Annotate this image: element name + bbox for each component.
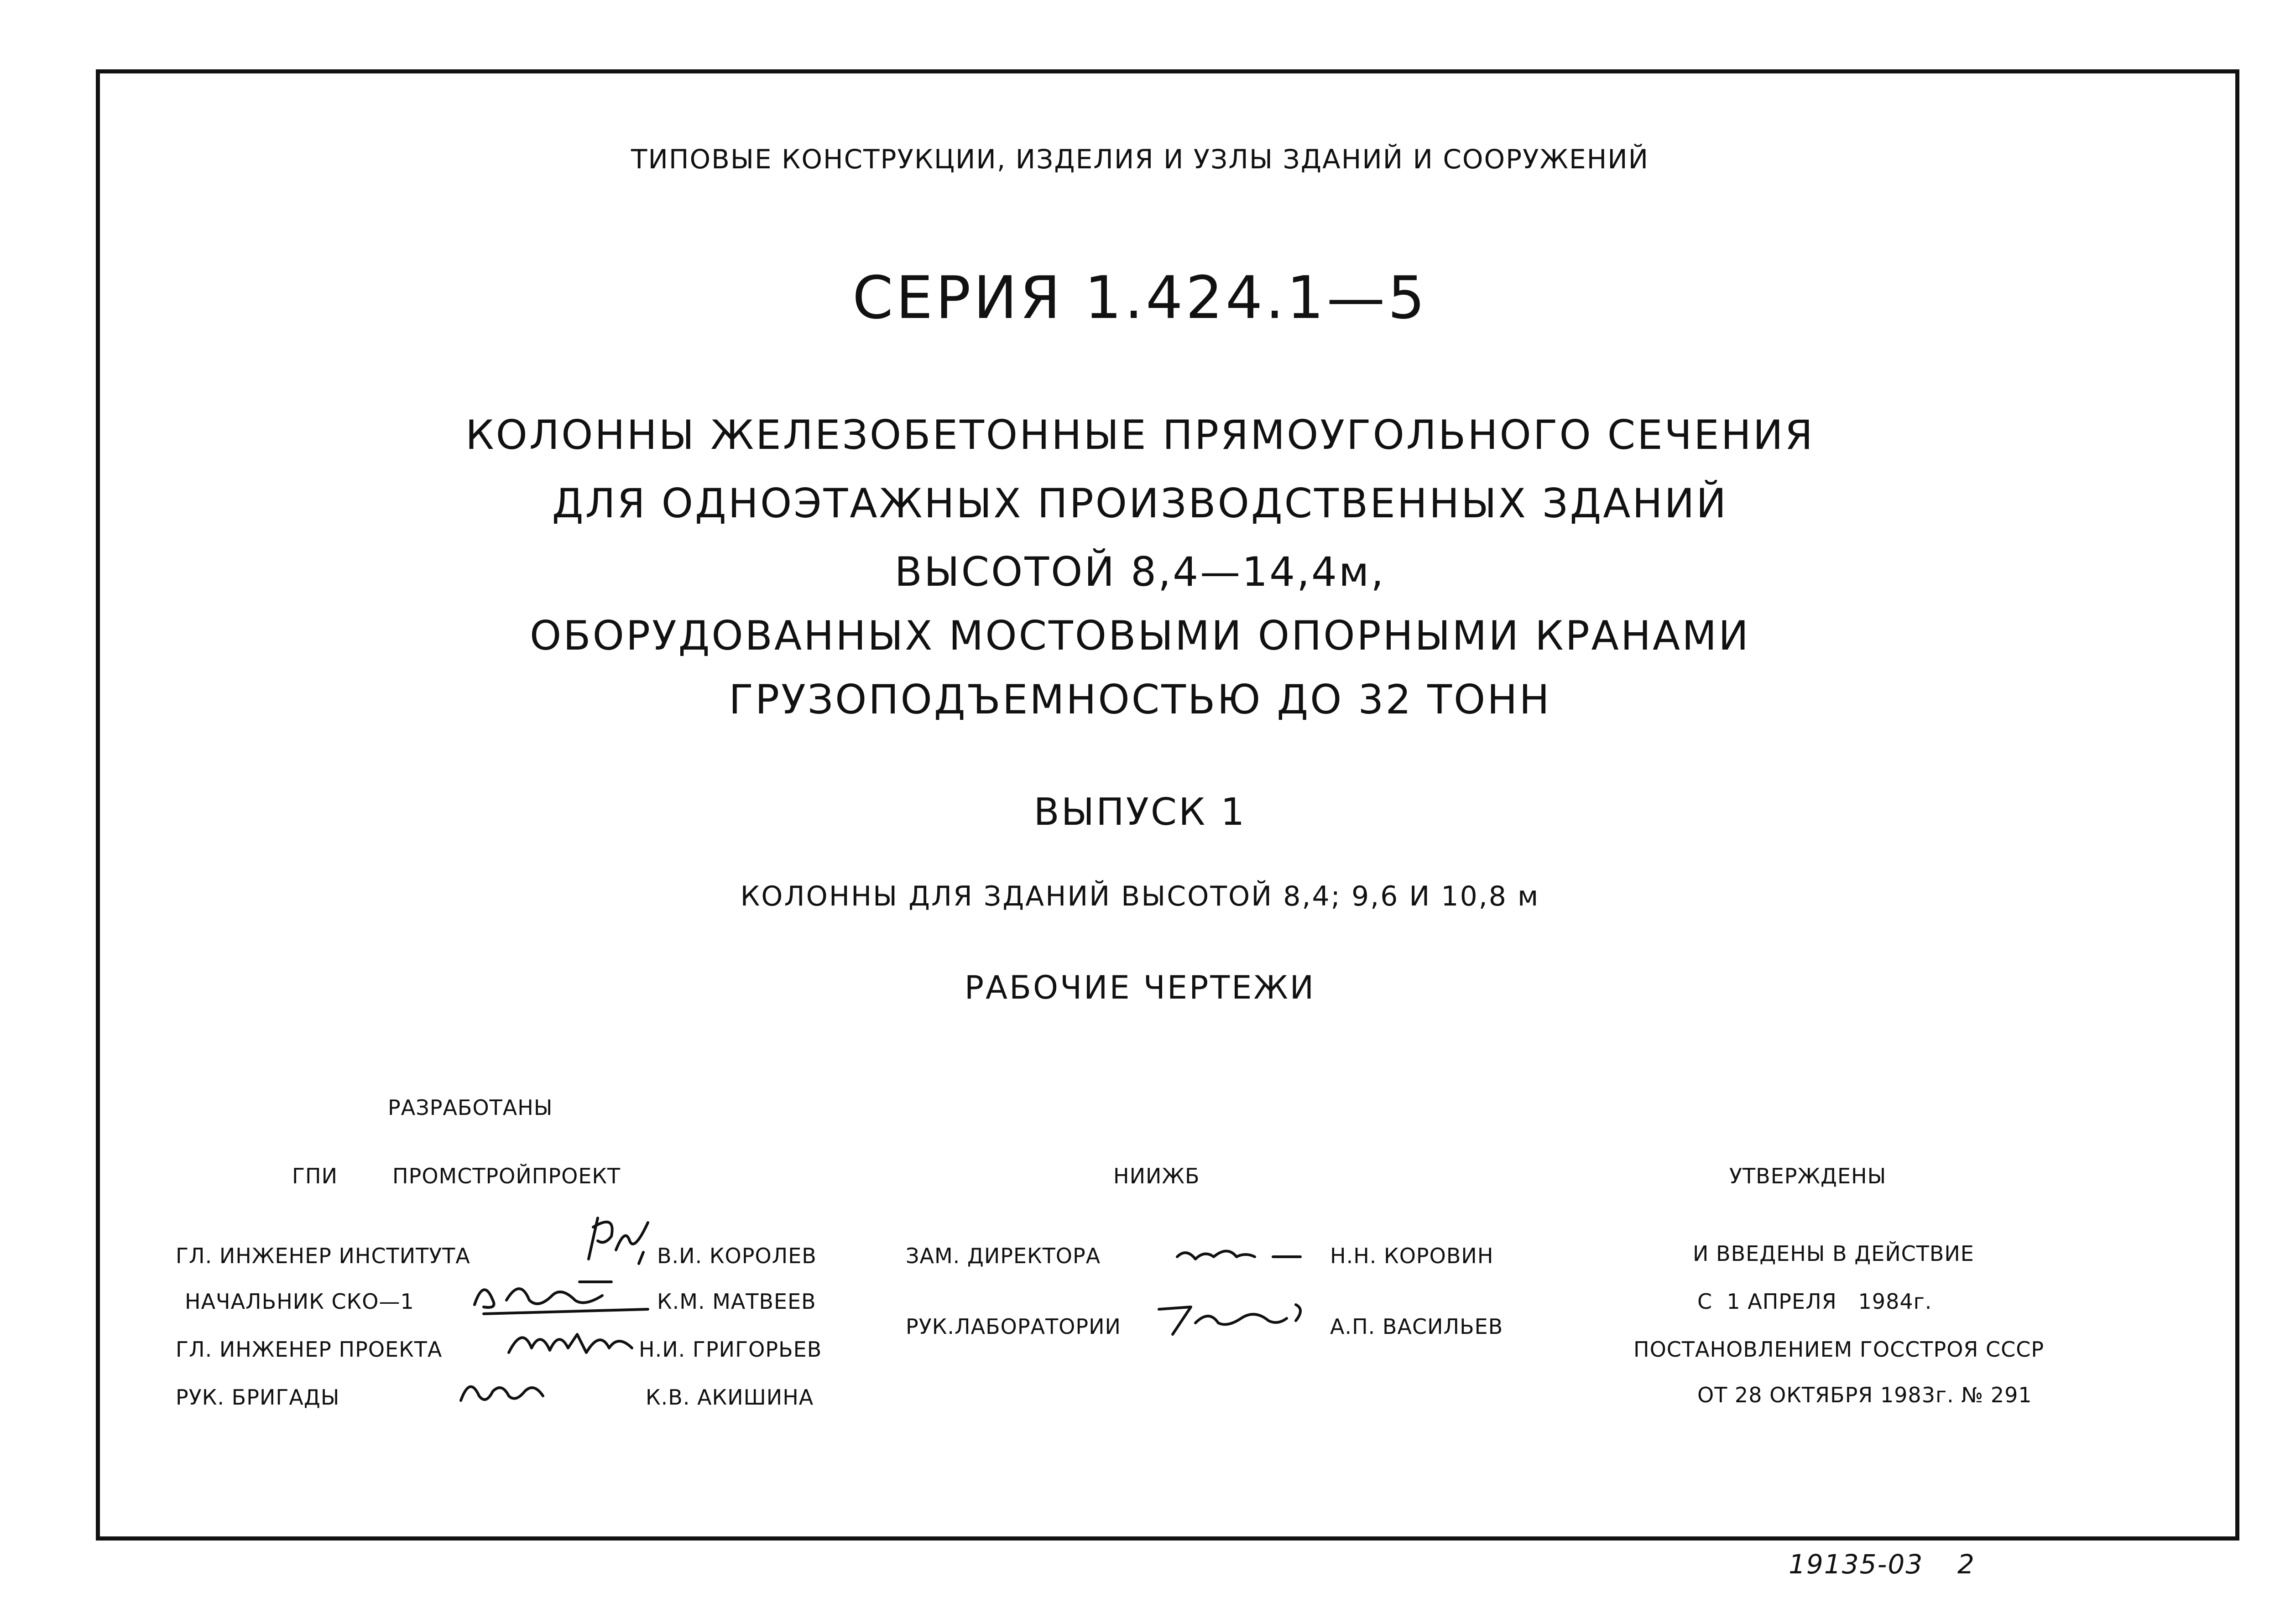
title-line-1: КОЛОННЫ ЖЕЛЕЗОБЕТОННЫЕ ПРЯМОУГОЛЬНОГО СЕЧЕНИЯ <box>465 411 1815 458</box>
developer-org-name: ПРОМСТРОЙПРОЕКТ <box>392 1164 621 1188</box>
issue-title: ВЫПУСК 1 <box>1033 791 1247 834</box>
staff-role-2: НАЧАЛЬНИК СКО—1 <box>185 1289 414 1314</box>
signature-korolev <box>579 1209 662 1268</box>
staff-name-4: К.В. АКИШИНА <box>646 1385 814 1410</box>
signature-grigoriev <box>500 1316 646 1366</box>
title-line-3: ВЫСОТОЙ 8,4—14,4м, <box>894 548 1386 595</box>
collection-title: ТИПОВЫЕ КОНСТРУКЦИИ, ИЗДЕЛИЯ И УЗЛЫ ЗДАНИЙ И СООРУЖЕНИЙ <box>631 144 1649 175</box>
signature-vasiliev <box>1150 1296 1314 1341</box>
niizhb-role-2: РУК.ЛАБОРАТОРИИ <box>906 1314 1121 1339</box>
developed-label: РАЗРАБОТАНЫ <box>388 1095 553 1120</box>
footer-doc-number: 19135-03 <box>1789 1549 1924 1580</box>
niizhb-role-1: ЗАМ. ДИРЕКТОРА <box>906 1244 1101 1268</box>
approved-line-3: ПОСТАНОВЛЕНИЕМ ГОССТРОЯ СССР <box>1633 1337 2045 1362</box>
approved-line-2: С 1 АПРЕЛЯ 1984г. <box>1697 1289 1932 1314</box>
staff-role-1: ГЛ. ИНЖЕНЕР ИНСТИТУТА <box>176 1244 470 1268</box>
issue-subtitle: КОЛОННЫ ДЛЯ ЗДАНИЙ ВЫСОТОЙ 8,4; 9,6 И 10,8 м <box>740 880 1540 912</box>
niizhb-name-2: А.П. ВАСИЛЬЕВ <box>1330 1314 1503 1339</box>
document-type: РАБОЧИЕ ЧЕРТЕЖИ <box>964 969 1316 1006</box>
title-line-2: ДЛЯ ОДНОЭТАЖНЫХ ПРОИЗВОДСТВЕННЫХ ЗДАНИЙ <box>552 480 1728 527</box>
signature-akishina <box>452 1369 552 1410</box>
niizhb-name-1: Н.Н. КОРОВИН <box>1330 1244 1494 1268</box>
staff-name-2: К.М. МАТВЕЕВ <box>657 1289 816 1314</box>
signature-matveev <box>465 1268 657 1318</box>
signature-korovin <box>1168 1239 1314 1270</box>
approved-line-1: И ВВЕДЕНЫ В ДЕЙСТВИЕ <box>1693 1241 1974 1266</box>
staff-role-3: ГЛ. ИНЖЕНЕР ПРОЕКТА <box>176 1337 443 1362</box>
title-line-4: ОБОРУДОВАННЫХ МОСТОВЫМИ ОПОРНЫМИ КРАНАМИ <box>529 612 1750 659</box>
series-title: СЕРИЯ 1.424.1—5 <box>852 264 1428 332</box>
staff-role-4: РУК. БРИГАДЫ <box>176 1385 340 1410</box>
staff-name-3: Н.И. ГРИГОРЬЕВ <box>639 1337 822 1362</box>
staff-name-1: В.И. КОРОЛЕВ <box>657 1244 817 1268</box>
approved-label: УТВЕРЖДЕНЫ <box>1729 1164 1887 1188</box>
niizhb-org: НИИЖБ <box>1113 1164 1200 1188</box>
footer-sheet-number: 2 <box>1957 1549 1975 1580</box>
title-line-5: ГРУЗОПОДЪЕМНОСТЬЮ ДО 32 ТОНН <box>729 676 1551 723</box>
developer-org-prefix: ГПИ <box>292 1164 338 1188</box>
approved-line-4: ОТ 28 ОКТЯБРЯ 1983г. № 291 <box>1697 1383 2032 1407</box>
